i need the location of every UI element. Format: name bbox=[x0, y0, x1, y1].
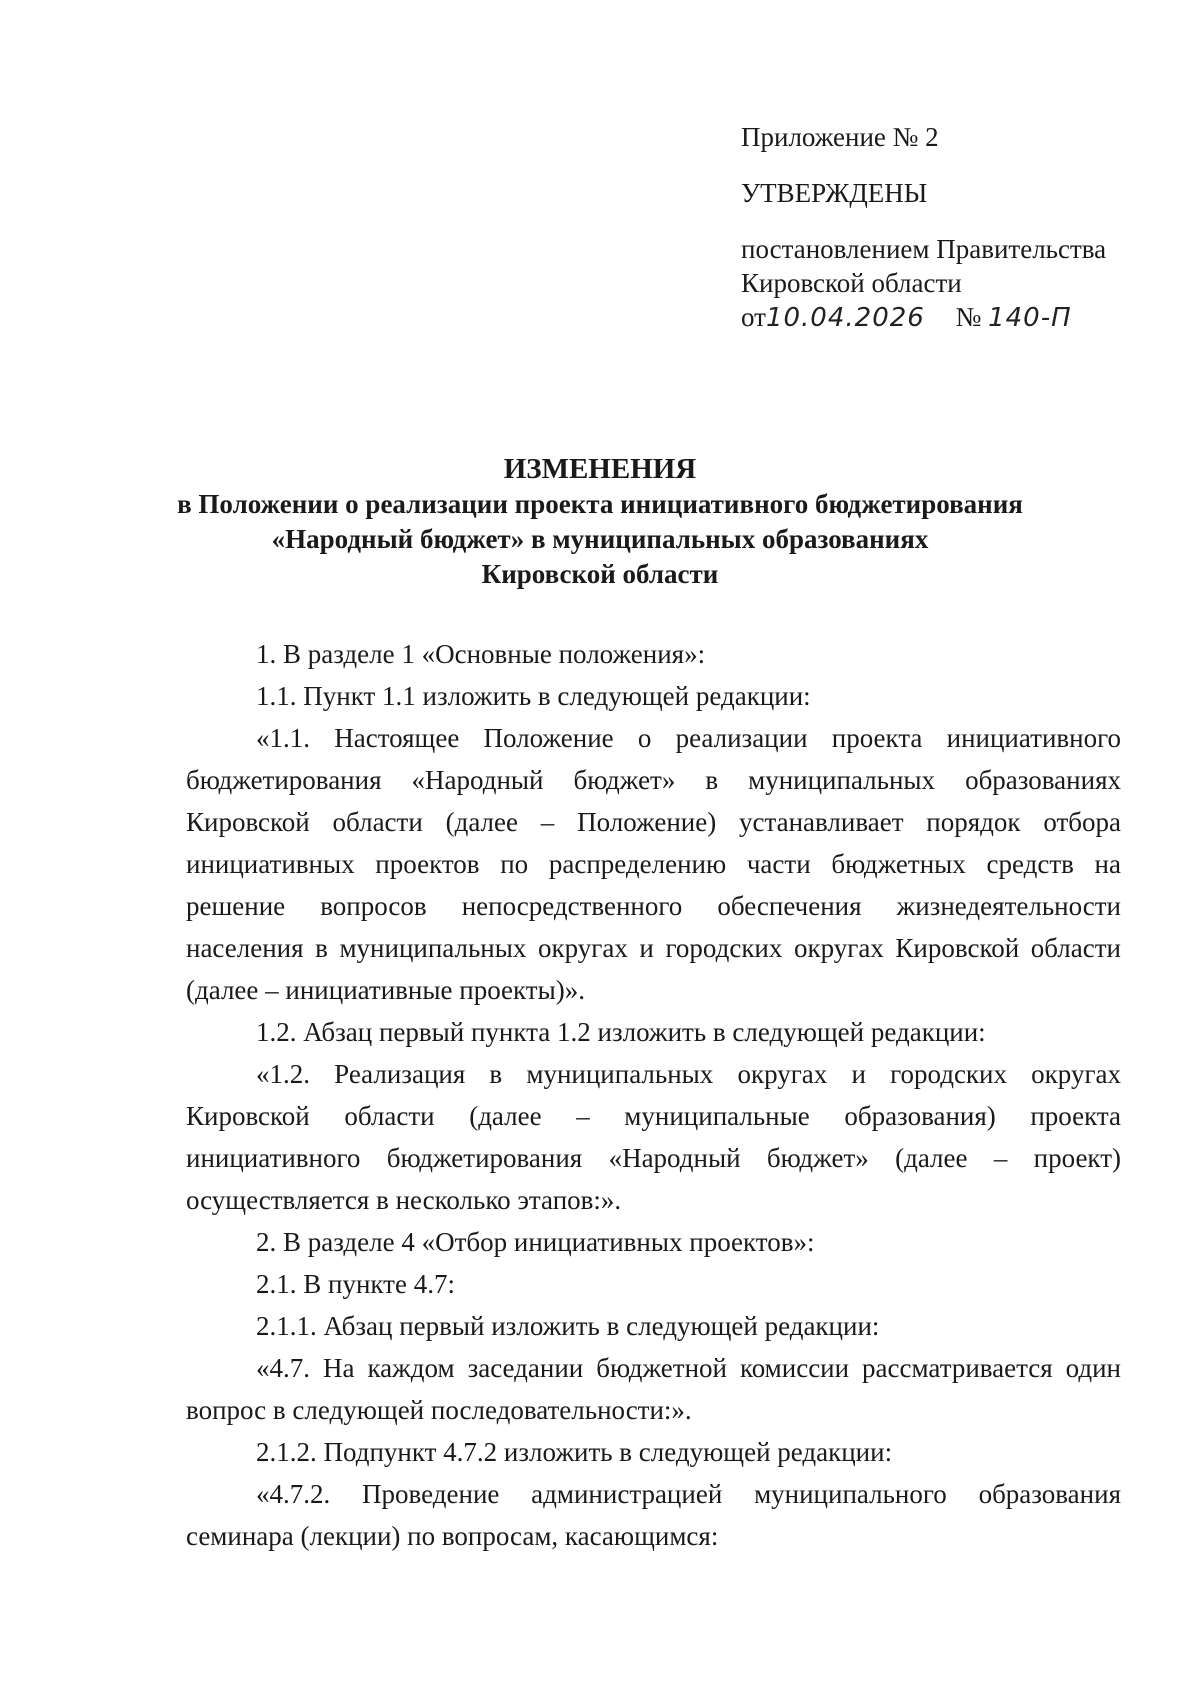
paragraph-5: «1.2. Реализация в муниципальных округах и городских округах Кировской области (далее – муниципальные образования) проекта инициативного бюджетирования «Народный бюджет» (далее – проект) осуществляется в несколько этапов:». bbox=[186, 1059, 1121, 1215]
paragraph-7: 2.1. В пункте 4.7: bbox=[256, 1269, 455, 1299]
paragraph-8: 2.1.1. Абзац первый изложить в следующей редакции: bbox=[256, 1311, 880, 1341]
paragraph-2: 1.1. Пункт 1.1 изложить в следующей редакции: bbox=[256, 681, 811, 711]
document-body bbox=[186, 633, 1121, 1557]
number-prefix: № bbox=[955, 302, 982, 332]
paragraph-4: 1.2. Абзац первый пункта 1.2 изложить в следующей редакции: bbox=[256, 1017, 986, 1047]
approval-line-1: постановлением Правительства bbox=[741, 234, 1107, 264]
handwritten-number: 140-П bbox=[988, 303, 1072, 333]
approval-block bbox=[741, 120, 1161, 335]
paragraph-10: 2.1.2. Подпункт 4.7.2 изложить в следующей редакции: bbox=[256, 1437, 893, 1467]
from-prefix: от bbox=[741, 302, 766, 332]
approval-date-line bbox=[741, 300, 1161, 335]
annex-number: Приложение № 2 bbox=[741, 122, 939, 152]
approval-line-2: Кировской области bbox=[741, 268, 962, 298]
handwritten-date: 10.04.2026 bbox=[765, 303, 925, 333]
approved-label: УТВЕРЖДЕНЫ bbox=[741, 178, 928, 208]
title-main: ИЗМЕНЕНИЯ bbox=[503, 453, 697, 485]
paragraph-11: «4.7.2. Проведение администрацией муниципального образования семинара (лекции) по вопросам, касающимся: bbox=[186, 1479, 1121, 1551]
paragraph-6: 2. В разделе 4 «Отбор инициативных проектов»: bbox=[256, 1227, 815, 1257]
title-line-1: в Положении о реализации проекта инициативного бюджетирования bbox=[177, 489, 1023, 519]
paragraph-3: «1.1. Настоящее Положение о реализации проекта инициативного бюджетирования «Народный бюджет» в муниципальных образованиях Кировской области (далее – Положение) устанавливает порядок отбора инициативных проектов по распределению части бюджетных средств на решение вопросов непосредственного обеспечения жизнедеятельности населения в муниципальных округах и городских округах Кировской области (далее – инициативные проекты)». bbox=[186, 723, 1121, 1005]
paragraph-9: «4.7. На каждом заседании бюджетной комиссии рассматривается один вопрос в следующей последовательности:». bbox=[186, 1353, 1121, 1425]
title-line-2: «Народный бюджет» в муниципальных образованиях bbox=[271, 524, 929, 554]
document-title bbox=[0, 452, 1200, 592]
paragraph-1: 1. В разделе 1 «Основные положения»: bbox=[256, 639, 706, 669]
title-line-3: Кировской области bbox=[481, 559, 719, 589]
